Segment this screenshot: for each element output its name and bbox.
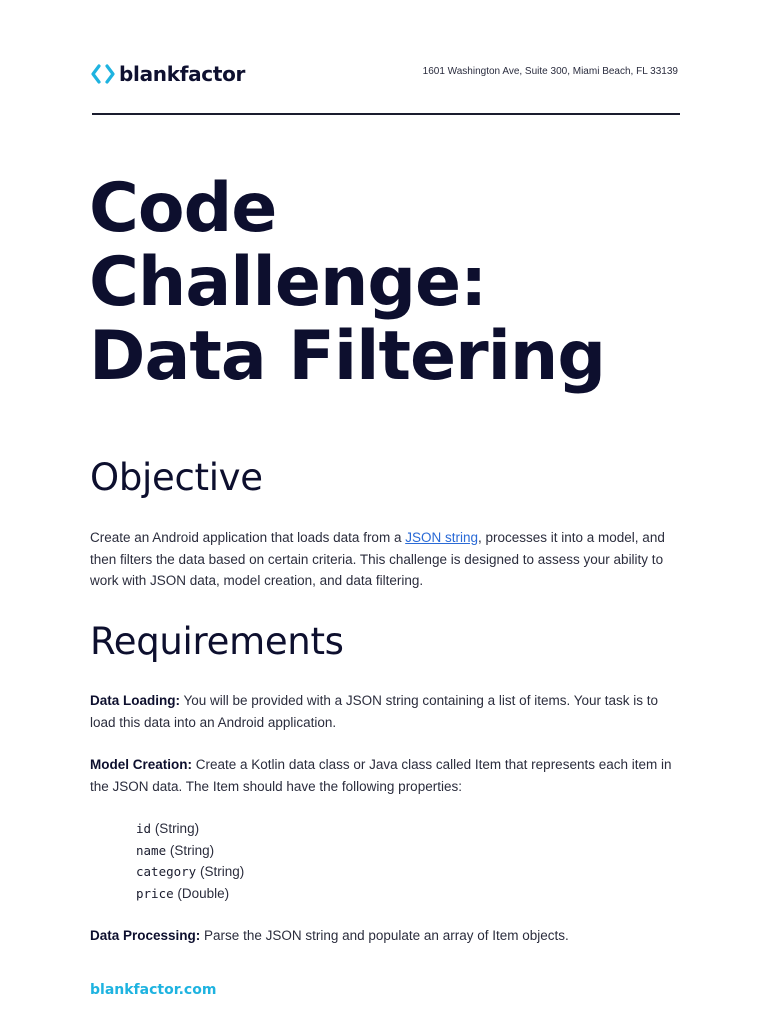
page-header (91, 60, 680, 90)
objective-paragraph (90, 527, 680, 592)
header-divider (92, 113, 680, 115)
list-item (136, 818, 244, 840)
data-processing-paragraph (90, 925, 680, 947)
data-loading-paragraph (90, 690, 680, 733)
list-item (136, 840, 244, 862)
company-address: 1601 Washington Ave, Suite 300, Miami Beach, FL 33139 (422, 66, 678, 77)
model-creation-text: Create a Kotlin data class or Java class called Item that represents each item in the JSON data. The Item should have the following properties: (90, 757, 672, 794)
blankfactor-logo[interactable] (91, 60, 245, 88)
list-item (136, 883, 244, 905)
objective-heading: Objective (90, 456, 263, 499)
title-line: Code (89, 169, 277, 248)
data-loading-text: You will be provided with a JSON string containing a list of items. Your task is to load this data into an Android application. (90, 693, 658, 730)
property-name: category (136, 864, 197, 879)
property-name: price (136, 885, 174, 901)
model-creation-label: Model Creation: (90, 757, 193, 772)
property-name: id (136, 821, 152, 836)
model-creation-paragraph (90, 754, 680, 797)
title-line: Data Filtering (89, 317, 606, 396)
property-type: (String) (151, 821, 200, 836)
requirements-heading: Requirements (90, 620, 344, 663)
property-type: (Double) (173, 885, 230, 901)
title-line: Challenge: (89, 243, 487, 322)
property-name: name (136, 842, 167, 858)
data-processing-text: Parse the JSON string and populate an array of Item objects. (200, 928, 569, 943)
list-item (136, 861, 244, 883)
json-string-link[interactable]: JSON string (405, 530, 478, 545)
data-processing-label: Data Processing: (90, 928, 201, 943)
website-link[interactable]: blankfactor.com (90, 982, 217, 998)
item-properties-list (136, 818, 244, 904)
property-type: (String) (196, 864, 245, 879)
chevron-brackets-logo-icon (91, 64, 115, 84)
objective-text-start: Create an Android application that loads data from a (90, 530, 406, 545)
objective-text-end: , processes it into a model, and then filters the data based on certain criteria. This challenge is designed to assess your ability to work with JSON data, model creation, and data filtering. (90, 530, 665, 588)
data-loading-label: Data Loading: (90, 693, 180, 708)
logo-wordmark: blankfactor (119, 62, 246, 86)
property-type: (String) (166, 842, 215, 858)
page-title (89, 169, 729, 396)
